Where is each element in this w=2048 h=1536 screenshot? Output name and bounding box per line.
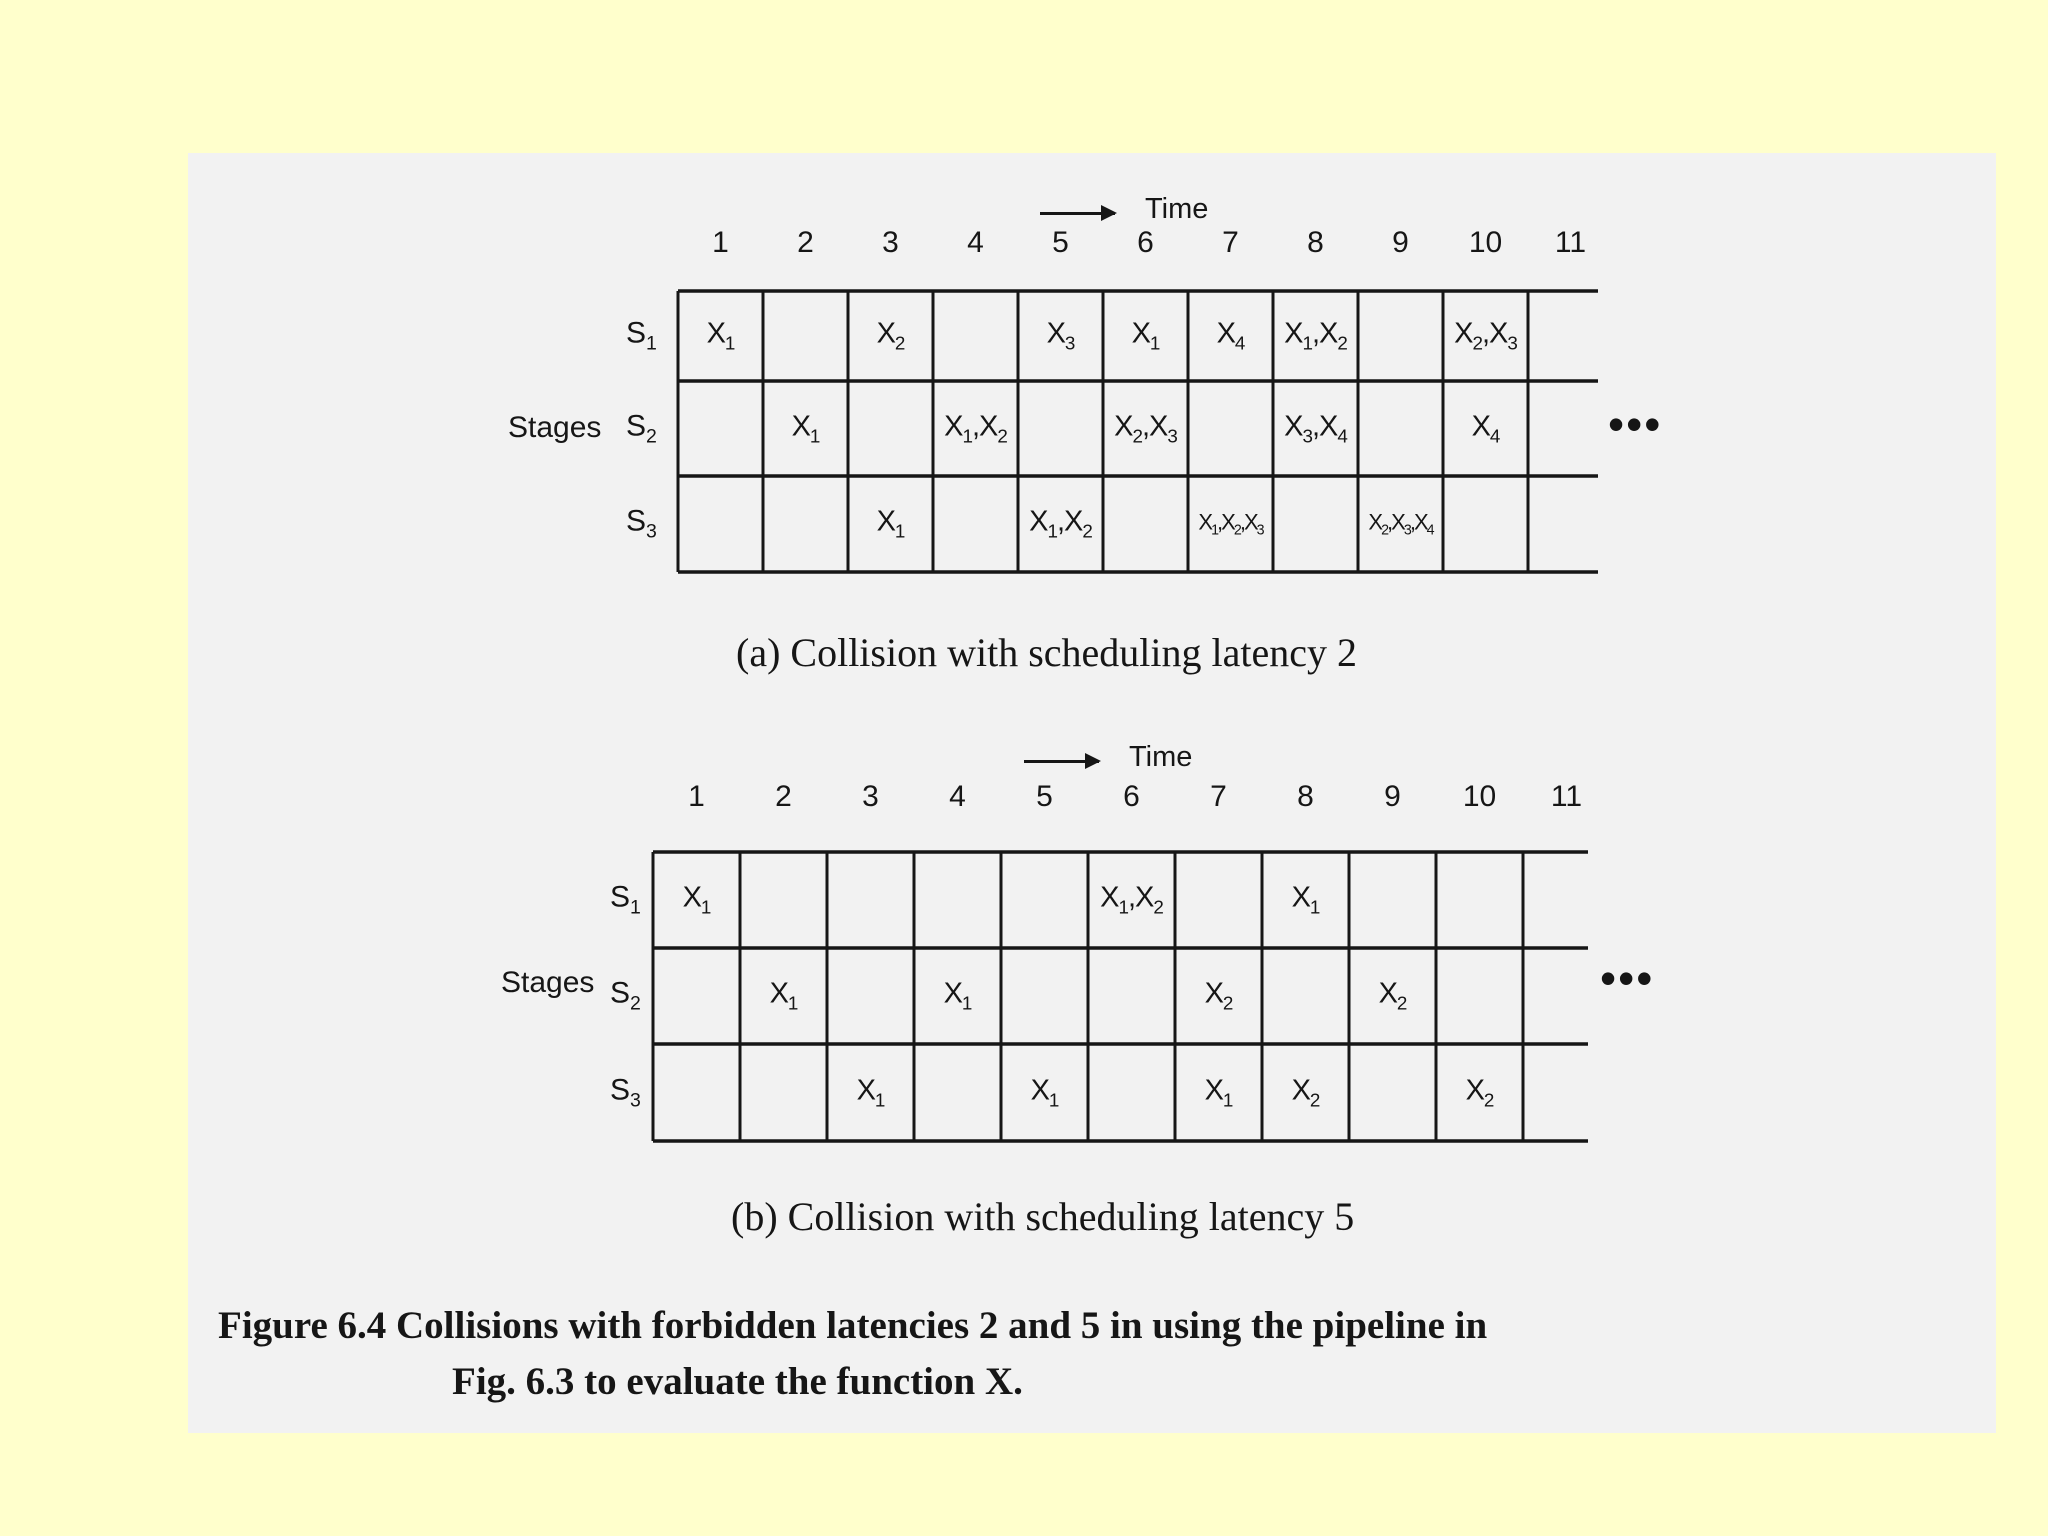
time-step-label: 8	[1307, 226, 1324, 259]
reservation-cell: $X_1$	[1131, 317, 1160, 354]
reservation-cell: $X_1$	[1204, 1074, 1233, 1110]
reservation-cell: $X_1,X_2$	[1100, 881, 1163, 918]
stage-label: $S_1$	[626, 316, 657, 355]
reservation-cell: $X_2,X_3$	[1454, 317, 1517, 354]
continuation-dots: •••	[1600, 952, 1655, 1004]
figure-caption-line-2: Fig. 6.3 to evaluate the function X.	[452, 1360, 1023, 1403]
reservation-cell: $X_1$	[791, 410, 820, 446]
time-step-label: 11	[1554, 226, 1587, 259]
time-step-label: 10	[1468, 226, 1503, 259]
reservation-cell: $X_1,X_2$	[1284, 317, 1347, 354]
reservation-cell: $X_1$	[1291, 881, 1320, 918]
time-step-label: 10	[1462, 780, 1497, 813]
reservation-cell: $X_3$	[1046, 317, 1075, 354]
reservation-cell: $X_1$	[876, 505, 905, 542]
time-step-label: 4	[949, 780, 966, 813]
reservation-cell: $X_4$	[1471, 410, 1500, 446]
panel-caption: (a) Collision with scheduling latency 2	[736, 630, 1357, 675]
reservation-cell: $X_2$	[1378, 977, 1407, 1014]
reservation-cell: $X_2$	[1465, 1074, 1494, 1110]
stage-label: $S_3$	[626, 504, 657, 543]
panel-caption: (b) Collision with scheduling latency 5	[731, 1194, 1355, 1239]
reservation-cell: $X_1$	[769, 977, 798, 1014]
figure-caption	[218, 1298, 1968, 1410]
stages-label: Stages	[501, 966, 595, 999]
reservation-cell: $X_2$	[876, 317, 905, 354]
reservation-cell: $X_1$	[706, 317, 735, 354]
time-step-label: 1	[688, 780, 705, 813]
reservation-cell: $X_1,X_2$	[944, 410, 1007, 446]
time-label: Time	[1129, 741, 1193, 773]
time-step-label: 2	[775, 780, 792, 813]
time-step-label: 2	[797, 226, 814, 259]
grid-lines	[188, 153, 1996, 1433]
time-step-label: 1	[712, 226, 729, 259]
time-step-label: 3	[862, 780, 879, 813]
time-step-label: 8	[1297, 780, 1314, 813]
time-step-label: 9	[1384, 780, 1401, 813]
stage-label: $S_3$	[610, 1073, 641, 1111]
time-arrow-icon	[1024, 760, 1099, 763]
time-label: Time	[1145, 193, 1209, 225]
stage-label: $S_2$	[626, 409, 657, 447]
reservation-cell: $X_2,X_3$	[1114, 410, 1177, 446]
reservation-cell: $X_1$	[943, 977, 972, 1014]
reservation-cell: $X_2$	[1291, 1074, 1320, 1110]
stages-label: Stages	[508, 411, 602, 444]
reservation-cell: $X_4$	[1216, 317, 1245, 354]
reservation-cell: $X_1$	[682, 881, 711, 918]
reservation-cell: $X_1,X_2$	[1029, 505, 1092, 542]
time-step-label: 7	[1222, 226, 1239, 259]
time-step-label: 6	[1123, 780, 1140, 813]
stage-label: $S_1$	[610, 880, 641, 919]
figure-number: Figure 6.4	[218, 1304, 387, 1347]
continuation-dots: •••	[1608, 398, 1663, 450]
time-step-label: 9	[1392, 226, 1409, 259]
reservation-cell: $X_2,X_3,X_4$	[1368, 509, 1433, 539]
time-step-label: 6	[1137, 226, 1154, 259]
time-step-label: 11	[1550, 780, 1583, 813]
stage-label: $S_2$	[610, 976, 641, 1015]
time-step-label: 7	[1210, 780, 1227, 813]
time-step-label: 3	[882, 226, 899, 259]
scanned-page	[188, 153, 1996, 1433]
figure-caption-line-1: Collisions with forbidden latencies 2 and 5 in using the pipeline in	[396, 1304, 1488, 1347]
reservation-cell: $X_1$	[856, 1074, 885, 1110]
time-step-label: 5	[1052, 226, 1069, 259]
time-step-label: 4	[967, 226, 984, 259]
reservation-cell: $X_3,X_4$	[1284, 410, 1347, 446]
time-arrow-icon	[1040, 212, 1115, 215]
time-step-label: 5	[1036, 780, 1053, 813]
reservation-cell: $X_1,X_2,X_3$	[1198, 509, 1263, 539]
reservation-cell: $X_2$	[1204, 977, 1233, 1014]
reservation-cell: $X_1$	[1030, 1074, 1059, 1110]
